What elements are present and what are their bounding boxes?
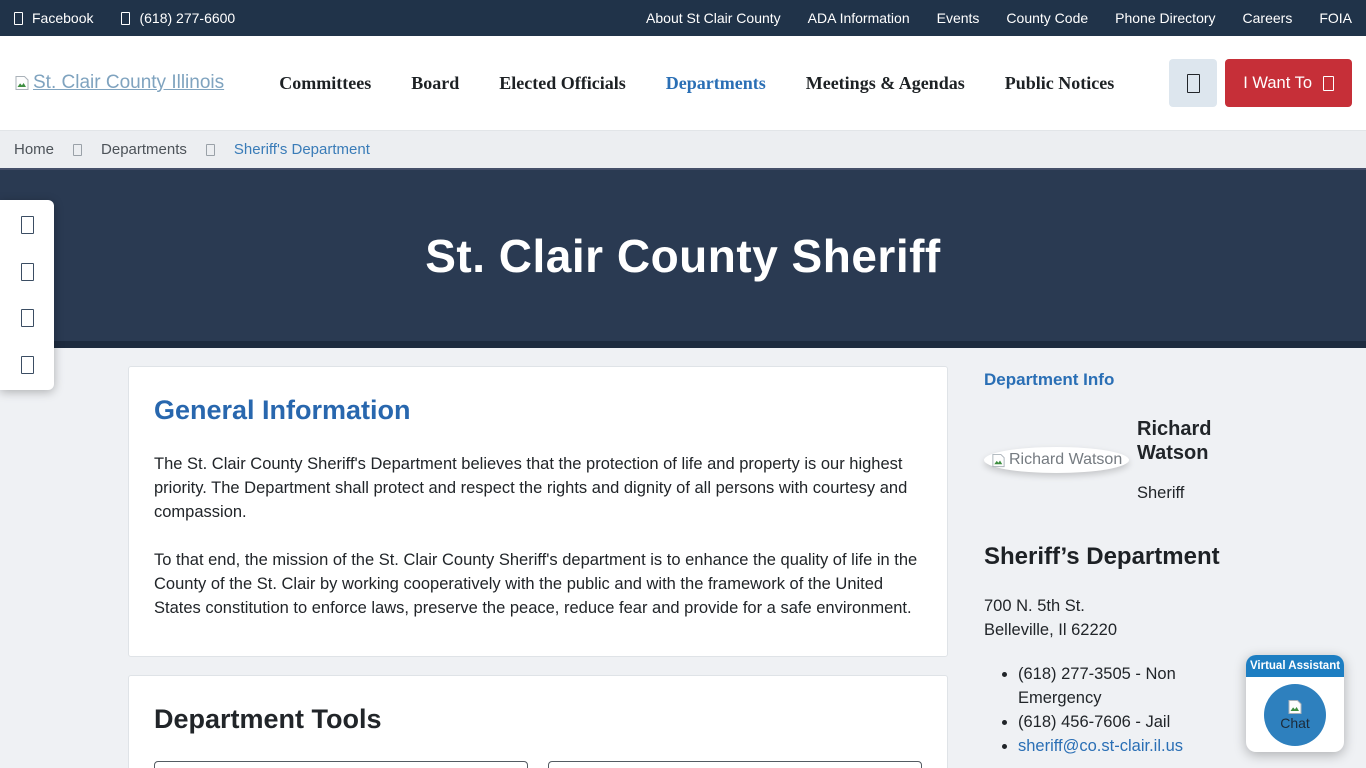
general-information-paragraph-1: The St. Clair County Sheriff's Department believes that the protection of life and property is our highest priority. The Department shall protect and respect the rights and dignity of all persons with courtesy and compassion.	[154, 455, 908, 521]
address-line-1: 700 N. 5th St.	[984, 597, 1085, 615]
general-information-heading: General Information	[154, 395, 411, 425]
avatar-cell	[984, 447, 1137, 473]
nav-item-board[interactable]: Board	[411, 72, 460, 93]
i-want-to-button[interactable]	[1225, 59, 1352, 107]
avatar	[984, 447, 1129, 473]
content-area	[128, 348, 1238, 768]
broken-image-icon	[1287, 699, 1303, 715]
i-want-to-label: I Want To	[1243, 73, 1312, 92]
share-icon-2[interactable]	[21, 263, 34, 281]
department-tools-heading: Department Tools	[154, 704, 382, 734]
nav-item-meetings-agendas[interactable]: Meetings & Agendas	[805, 72, 965, 93]
topbar-link-ada[interactable]: ADA Information	[807, 10, 910, 26]
facebook-icon	[14, 12, 23, 25]
address-line-2: Belleville, Il 62220	[984, 621, 1117, 639]
share-toolbar	[0, 200, 54, 390]
nav-item-elected-officials[interactable]: Elected Officials	[499, 72, 626, 93]
top-utility-bar	[0, 0, 1366, 36]
share-icon-1[interactable]	[21, 216, 34, 234]
department-info-sidebar	[984, 370, 1238, 758]
virtual-assistant-body	[1246, 677, 1344, 752]
share-icon-4[interactable]	[21, 356, 34, 374]
primary-nav	[279, 73, 1114, 94]
sheriff-meta	[1137, 417, 1237, 503]
nav-item-public-notices[interactable]: Public Notices	[1004, 72, 1115, 93]
breadcrumb-separator-icon	[206, 144, 215, 156]
department-tool-button-2[interactable]	[548, 761, 922, 768]
department-tool-button-1[interactable]	[154, 761, 528, 768]
main-column	[128, 348, 948, 768]
department-address	[984, 594, 1238, 642]
hero-banner	[0, 168, 1366, 348]
phone-number: (618) 277-6600	[139, 10, 236, 26]
sheriff-title: Sheriff	[1137, 484, 1185, 502]
phone-link[interactable]	[121, 10, 235, 26]
search-icon	[1187, 74, 1200, 93]
breadcrumb-current: Sheriff's Department	[233, 141, 370, 158]
share-icon-3[interactable]	[21, 309, 34, 327]
general-information-card	[128, 366, 948, 657]
facebook-label: Facebook	[32, 10, 94, 26]
chat-alt-text: Chat	[1280, 714, 1310, 731]
topbar-link-county-code[interactable]: County Code	[1006, 10, 1089, 26]
sheriffs-department-heading: Sheriff’s Department	[984, 543, 1220, 570]
virtual-assistant-label: Virtual Assistant	[1246, 655, 1344, 677]
sheriff-name: Richard Watson	[1137, 418, 1212, 464]
breadcrumb-departments[interactable]: Departments	[101, 141, 187, 158]
sheriff-profile	[984, 414, 1238, 506]
topbar-link-about[interactable]: About St Clair County	[646, 10, 781, 26]
chat-button[interactable]	[1264, 684, 1326, 746]
main-navbar	[0, 36, 1366, 130]
breadcrumb-separator-icon	[73, 144, 82, 156]
facebook-link[interactable]	[14, 10, 93, 26]
topbar-link-phone-directory[interactable]: Phone Directory	[1115, 10, 1216, 26]
topbar-link-careers[interactable]: Careers	[1242, 10, 1293, 26]
nav-item-committees[interactable]: Committees	[279, 72, 372, 93]
avatar-alt-text: Richard Watson	[1009, 451, 1123, 468]
contact-list	[984, 662, 1238, 758]
broken-image-icon	[14, 75, 30, 91]
department-tools-row	[154, 761, 922, 768]
site-logo-text: St. Clair County Illinois	[33, 72, 225, 93]
email-link[interactable]: sheriff@co.st-clair.il.us	[1018, 737, 1183, 755]
department-tools-card	[128, 675, 948, 768]
phone-icon	[121, 12, 130, 25]
page-title: St. Clair County Sheriff	[425, 229, 941, 282]
chevron-down-icon	[1323, 76, 1334, 91]
breadcrumb-home[interactable]: Home	[14, 141, 55, 158]
topbar-link-events[interactable]: Events	[936, 10, 980, 26]
topbar-left-group	[14, 10, 235, 26]
topbar-links	[646, 10, 1352, 26]
contact-item-non-emergency: • (618) 277-3505 - Non Emergency	[1018, 662, 1238, 710]
contact-item-email	[1018, 734, 1238, 758]
nav-item-departments[interactable]: Departments	[665, 72, 766, 93]
site-logo-link[interactable]	[14, 72, 224, 94]
general-information-paragraph-2: To that end, the mission of the St. Clair County Sheriff's department is to enhance the quality of life in the County of the St. Clair by working cooperatively with the public and with the framework of the United States constitution to enforce laws, preserve the peace, reduce fear and provide for a safe environment.	[154, 551, 918, 617]
broken-image-icon	[991, 453, 1006, 468]
contact-item-jail: • (618) 456-7606 - Jail	[1018, 710, 1238, 734]
virtual-assistant-widget	[1246, 655, 1344, 752]
search-button[interactable]	[1169, 59, 1217, 107]
department-info-heading: Department Info	[984, 370, 1115, 389]
breadcrumb	[0, 130, 1366, 168]
topbar-link-foia[interactable]: FOIA	[1319, 10, 1352, 26]
